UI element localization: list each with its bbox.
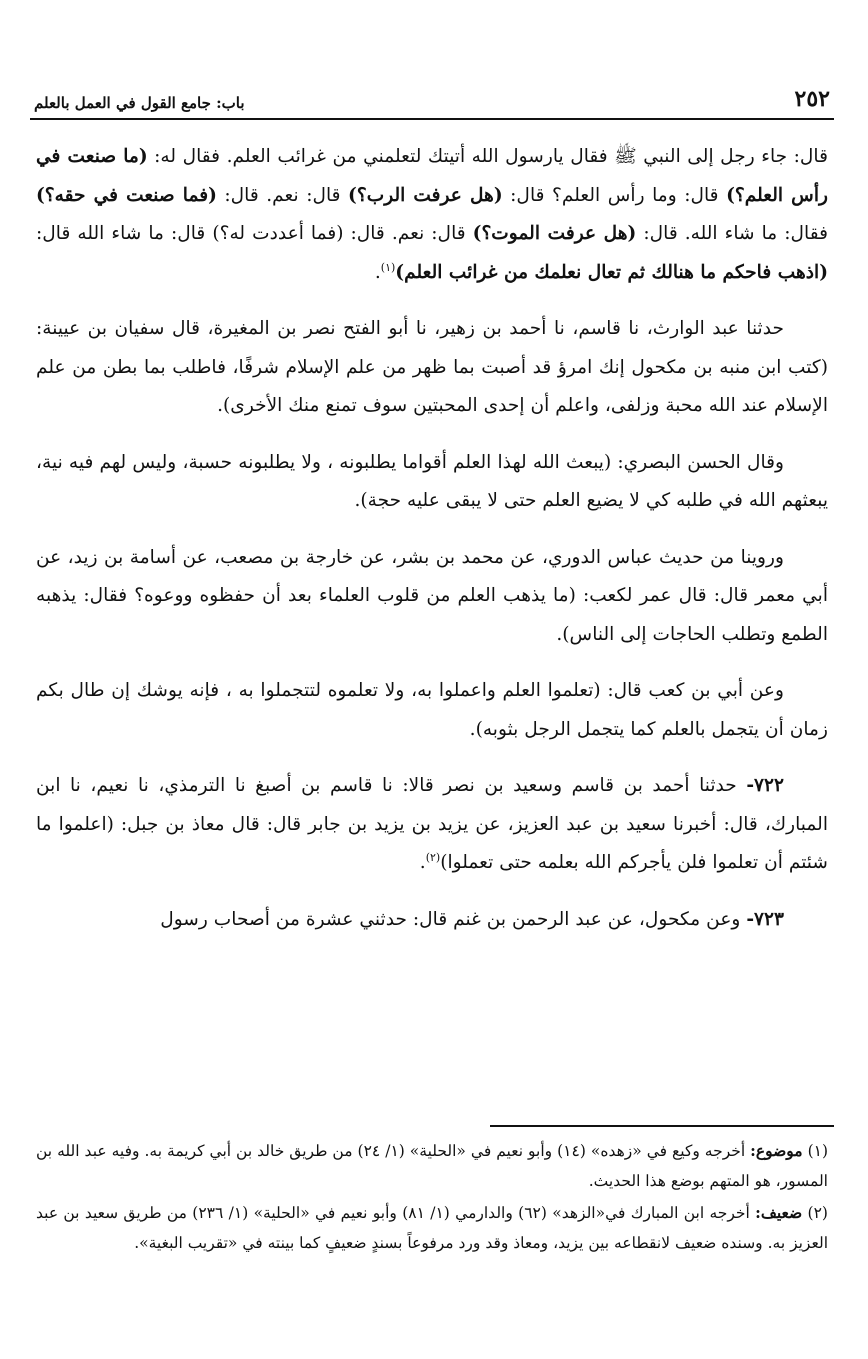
main-text	[36, 138, 828, 957]
paragraph-umar-kaab: وروينا من حديث عباس الدوري، عن محمد بن بشر، عن خارجة بن مصعب، عن أسامة بن زيد، عن أبي معمر قال: قال عمر لكعب: (ما يذهب العلم من قلوب العلماء بعد أن حفظوه ووعوه؟ فقال: يذهبه الطمع وتطلب الحاجات إلى الناس).	[36, 546, 828, 645]
hadith-text: وعن مكحول، عن عبد الرحمن بن غنم قال: حدثني عشرة من أصحاب رسول	[160, 908, 747, 930]
paragraph-hadith-722	[36, 767, 828, 883]
page-number: ٢٥٢	[794, 86, 830, 112]
text-segment-bold: (ما صنعت في رأس العلم؟)	[36, 146, 828, 206]
text-segment: فقال: ما شاء الله. قال:	[636, 223, 828, 244]
chapter-title: باب: جامع القول في العمل بالعلم	[34, 94, 245, 112]
footnotes	[36, 1136, 828, 1260]
footnote-label: (٢)	[802, 1204, 828, 1222]
text-segment: قال: وما رأس العلم؟ قال:	[502, 184, 727, 206]
paragraph-ibn-munabbih: حدثنا عبد الوارث، نا قاسم، نا أحمد بن زهير، نا أبو الفتح نصر بن المغيرة، قال سفيان بن عيينة: (كتب ابن منبه بن مكحول إنك امرؤ قد أصبت بما ظهر من علم الإسلام شرفًا، فاطلب بما بطن من علم الإسلام عند الله محبة وزلفى، واعلم أن إحدى المحبتين سوف تمنع منك الأخرى).	[36, 318, 828, 416]
footnote-reference[interactable]: (١)	[380, 260, 396, 274]
footnote-2	[36, 1198, 828, 1258]
text-segment: .	[374, 261, 381, 283]
paragraph-ubayy-bin-kaab: وعن أبي بن كعب قال: (تعلموا العلم واعملوا به، ولا تعلموه لتتجملوا به ، فإنه يوشك إن طال بكم زمان أن يتجمل بالعلم كما يتجمل الرجل بثوبه).	[36, 680, 828, 740]
paragraph-hadith-gharaib	[36, 138, 828, 292]
footnote-divider	[490, 1125, 834, 1127]
text-segment: قال: نعم. قال: (فما أعددت له؟) قال: ما شاء الله قال:	[36, 223, 473, 244]
text-segment: .	[419, 852, 426, 873]
paragraph-hadith-723	[36, 901, 828, 940]
hadith-text: حدثنا أحمد بن قاسم وسعيد بن نصر قالا: نا قاسم بن أصبغ نا الترمذي، نا نعيم، نا ابن المبارك، قال: أخبرنا سعيد بن عبد العزيز، عن يزيد بن يزيد بن جابر قال: قال معاذ بن جبل: (اعلموا ما شئتم أن تعلموا فلن يأجركم الله بعلمه حتى تعملوا)	[36, 775, 828, 873]
text-segment-bold: (هل عرفت الرب؟)	[348, 184, 503, 206]
text-segment-bold: (فما صنعت في حقه؟)	[36, 184, 217, 206]
footnote-grade: ضعيف:	[755, 1203, 803, 1222]
text-segment-bold: (اذهب فاحكم ما هنالك ثم تعال نعلمك من غرائب العلم)	[395, 261, 828, 283]
footnote-text: أخرجه ابن المبارك في«الزهد» (٦٢) والدارمي (١/ ٨١) وأبو نعيم في «الحلية» (١/ ٢٣٦) من طريق سعيد بن عبد العزيز به. وسنده ضعيف لانقطاعه بين يزيد، ومعاذ وقد ورد مرفوعاً بسندٍ ضعيفٍ كما بينته في «تقريب البغية».	[36, 1204, 828, 1252]
footnote-label: (١)	[802, 1142, 829, 1160]
text-segment: قال: جاء رجل إلى النبي ﷺ فقال يارسول الله أتيتك لتعلمني من غرائب العلم. فقال له:	[147, 146, 828, 167]
footnote-grade: موضوع:	[750, 1141, 803, 1160]
paragraph-hasan-basri: وقال الحسن البصري: (يبعث الله لهذا العلم أقواما يطلبونه ، ولا يطلبونه حسبة، وليس لهم فيه نية، يبعثهم الله في طلبه كي لا يضيع العلم حتى لا يبقى عليه حجة).	[36, 451, 828, 511]
running-header	[34, 68, 830, 112]
header-divider	[30, 118, 834, 120]
footnote-1	[36, 1136, 828, 1196]
footnote-reference[interactable]: (٢)	[425, 850, 441, 864]
hadith-number: ٧٢٢-	[746, 775, 784, 796]
text-segment-bold: (هل عرفت الموت؟)	[472, 223, 637, 244]
hadith-number: ٧٢٣-	[746, 908, 784, 930]
text-segment: قال: نعم. قال:	[216, 184, 349, 206]
footnote-text: أخرجه وكيع في «زهده» (١٤) وأبو نعيم في «الحلية» (١/ ٢٤) من طريق خالد بن أبي كريمة به. وفيه عبد الله بن المسور، هو المتهم بوضع هذا الحديث.	[36, 1142, 828, 1190]
